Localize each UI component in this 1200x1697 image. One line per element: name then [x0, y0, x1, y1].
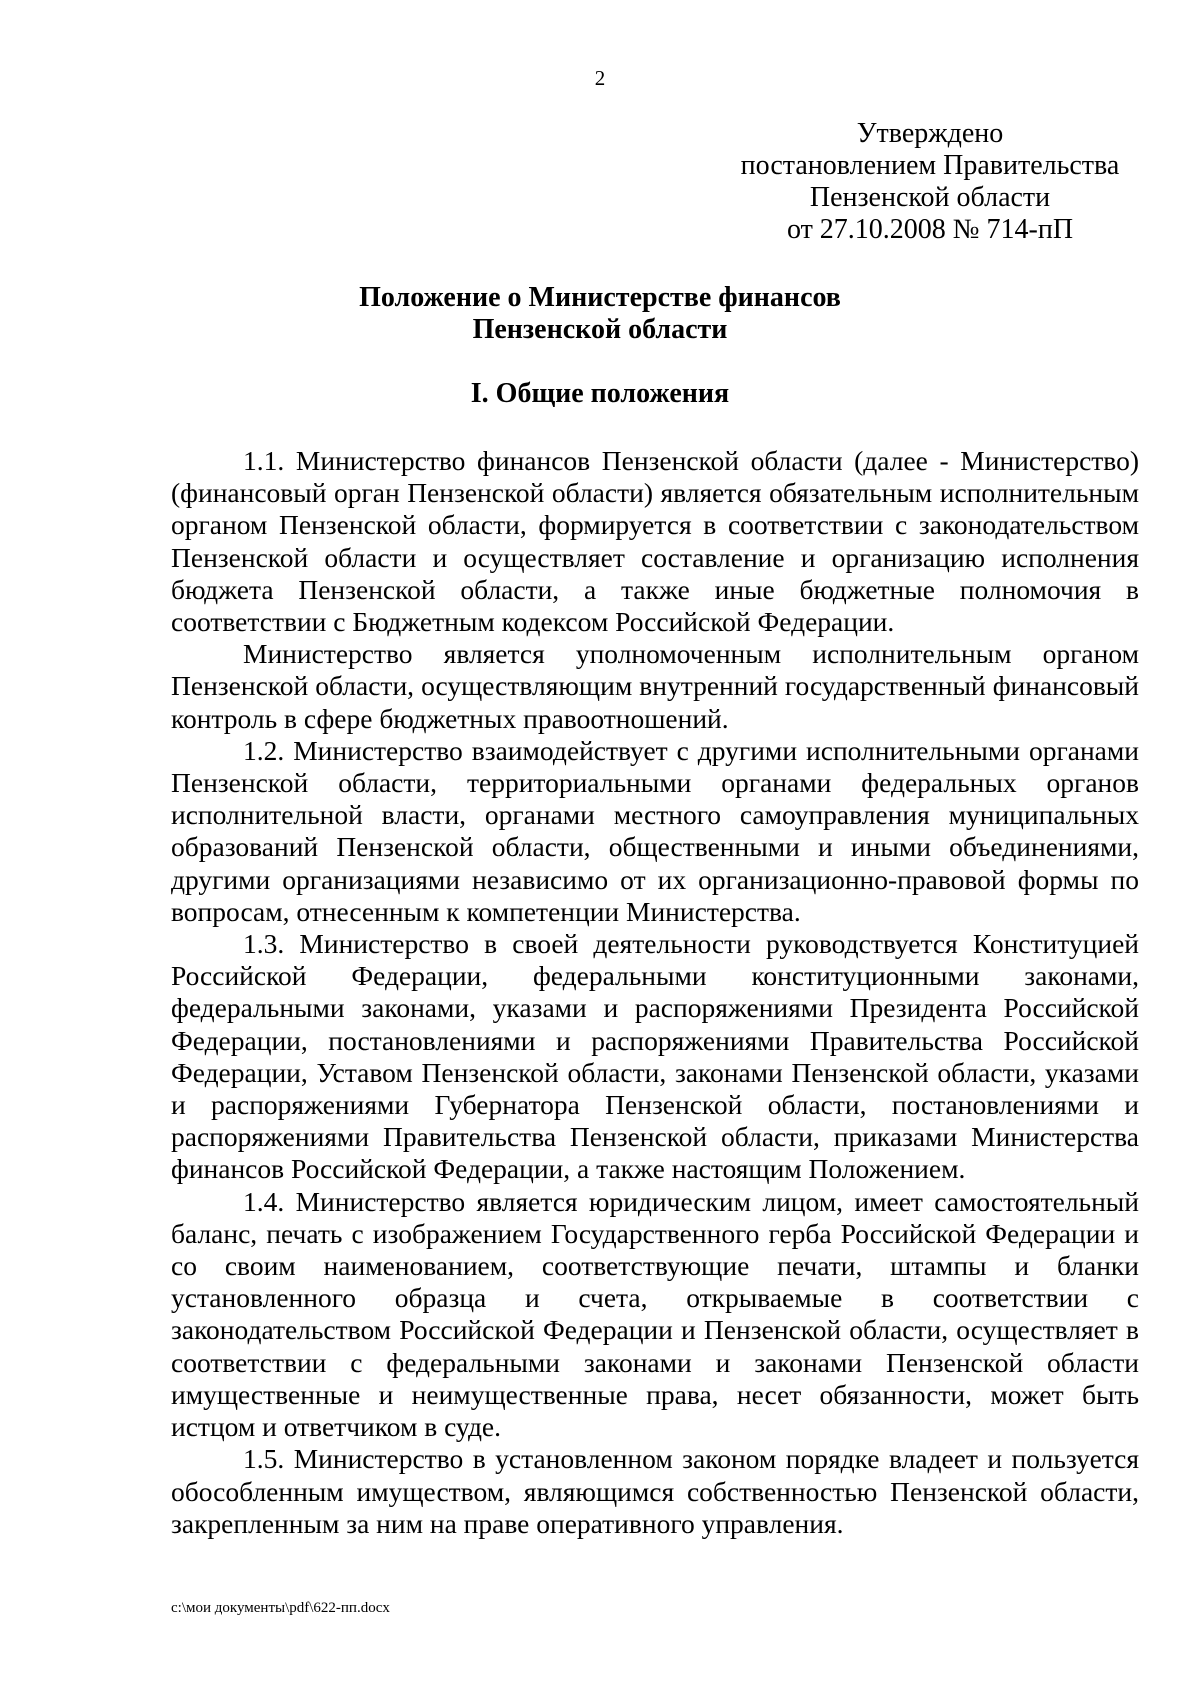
paragraph: 1.5. Министерство в установленном законом порядке владеет и пользуется обособленным имуществом, являющимся собственностью Пензенской области, закрепленным за ним на праве оперативного управления.	[171, 1443, 1139, 1539]
document-title-line: Пензенской области	[472, 314, 728, 345]
paragraph: 1.2. Министерство взаимодействует с другими исполнительными органами Пензенской области, территориальными органами федеральных органов исполнительной власти, органами местного самоуправления муниципальных образований Пензенской области, общественными и иными объединениями, другими организациями независимо от их организационно-правовой формы по вопросам, отнесенным к компетенции Министерства.	[171, 734, 1139, 927]
paragraph: 1.3. Министерство в своей деятельности руководствуется Конституцией Российской Федерации, федеральными конституционными законами, федеральными законами, указами и распоряжениями Президента Российской Федерации, постановлениями и распоряжениями Правительства Российской Федерации, Уставом Пензенской области, законами Пензенской области, указами и распоряжениями Губернатора Пензенской области, постановлениями и распоряжениями Правительства Пензенской области, приказами Министерства финансов Российской Федерации, а также настоящим Положением.	[171, 928, 1139, 1185]
paragraph: 1.4. Министерство является юридическим лицом, имеет самостоятельный баланс, печать с изображением Государственного герба Российской Федерации и со своим наименованием, соответствующие печати, штампы и бланки установленного образца и счета, открываемые в соответствии с законодательством Российской Федерации и Пензенской области, осуществляет в соответствии с федеральными законами и законами Пензенской области имущественные и неимущественные права, несет обязанности, может быть истцом и ответчиком в суде.	[171, 1185, 1139, 1443]
document-title-line: Положение о Министерстве финансов	[359, 282, 841, 313]
footer-file-path: c:\мои документы\pdf\622-пп.docx	[171, 1600, 390, 1616]
page-number: 2	[594, 66, 606, 90]
document-title	[0, 282, 1200, 346]
paragraph: 1.1. Министерство финансов Пензенской области (далее - Министерство) (финансовый орган Пензенской области) является обязательным исполнительным органом Пензенской области, формируется в соответствии с законодательством Пензенской области и осуществляет составление и организацию исполнения бюджета Пензенской области, а также иные бюджетные полномочия в соответствии с Бюджетным кодексом Российской Федерации.	[171, 445, 1139, 638]
paragraph: Министерство является уполномоченным исполнительным органом Пензенской области, осуществляющим внутренний государственный финансовый контроль в сфере бюджетных правоотношений.	[171, 638, 1139, 734]
approval-stamp	[720, 118, 1140, 246]
section-heading: I. Общие положения	[470, 378, 730, 409]
approval-line: Утверждено	[856, 118, 1004, 149]
body-text	[171, 445, 1139, 1540]
approval-line: постановлением Правительства	[740, 150, 1120, 181]
approval-line: Пензенской области	[809, 182, 1051, 213]
approval-line: от 27.10.2008 № 714-пП	[786, 214, 1074, 245]
